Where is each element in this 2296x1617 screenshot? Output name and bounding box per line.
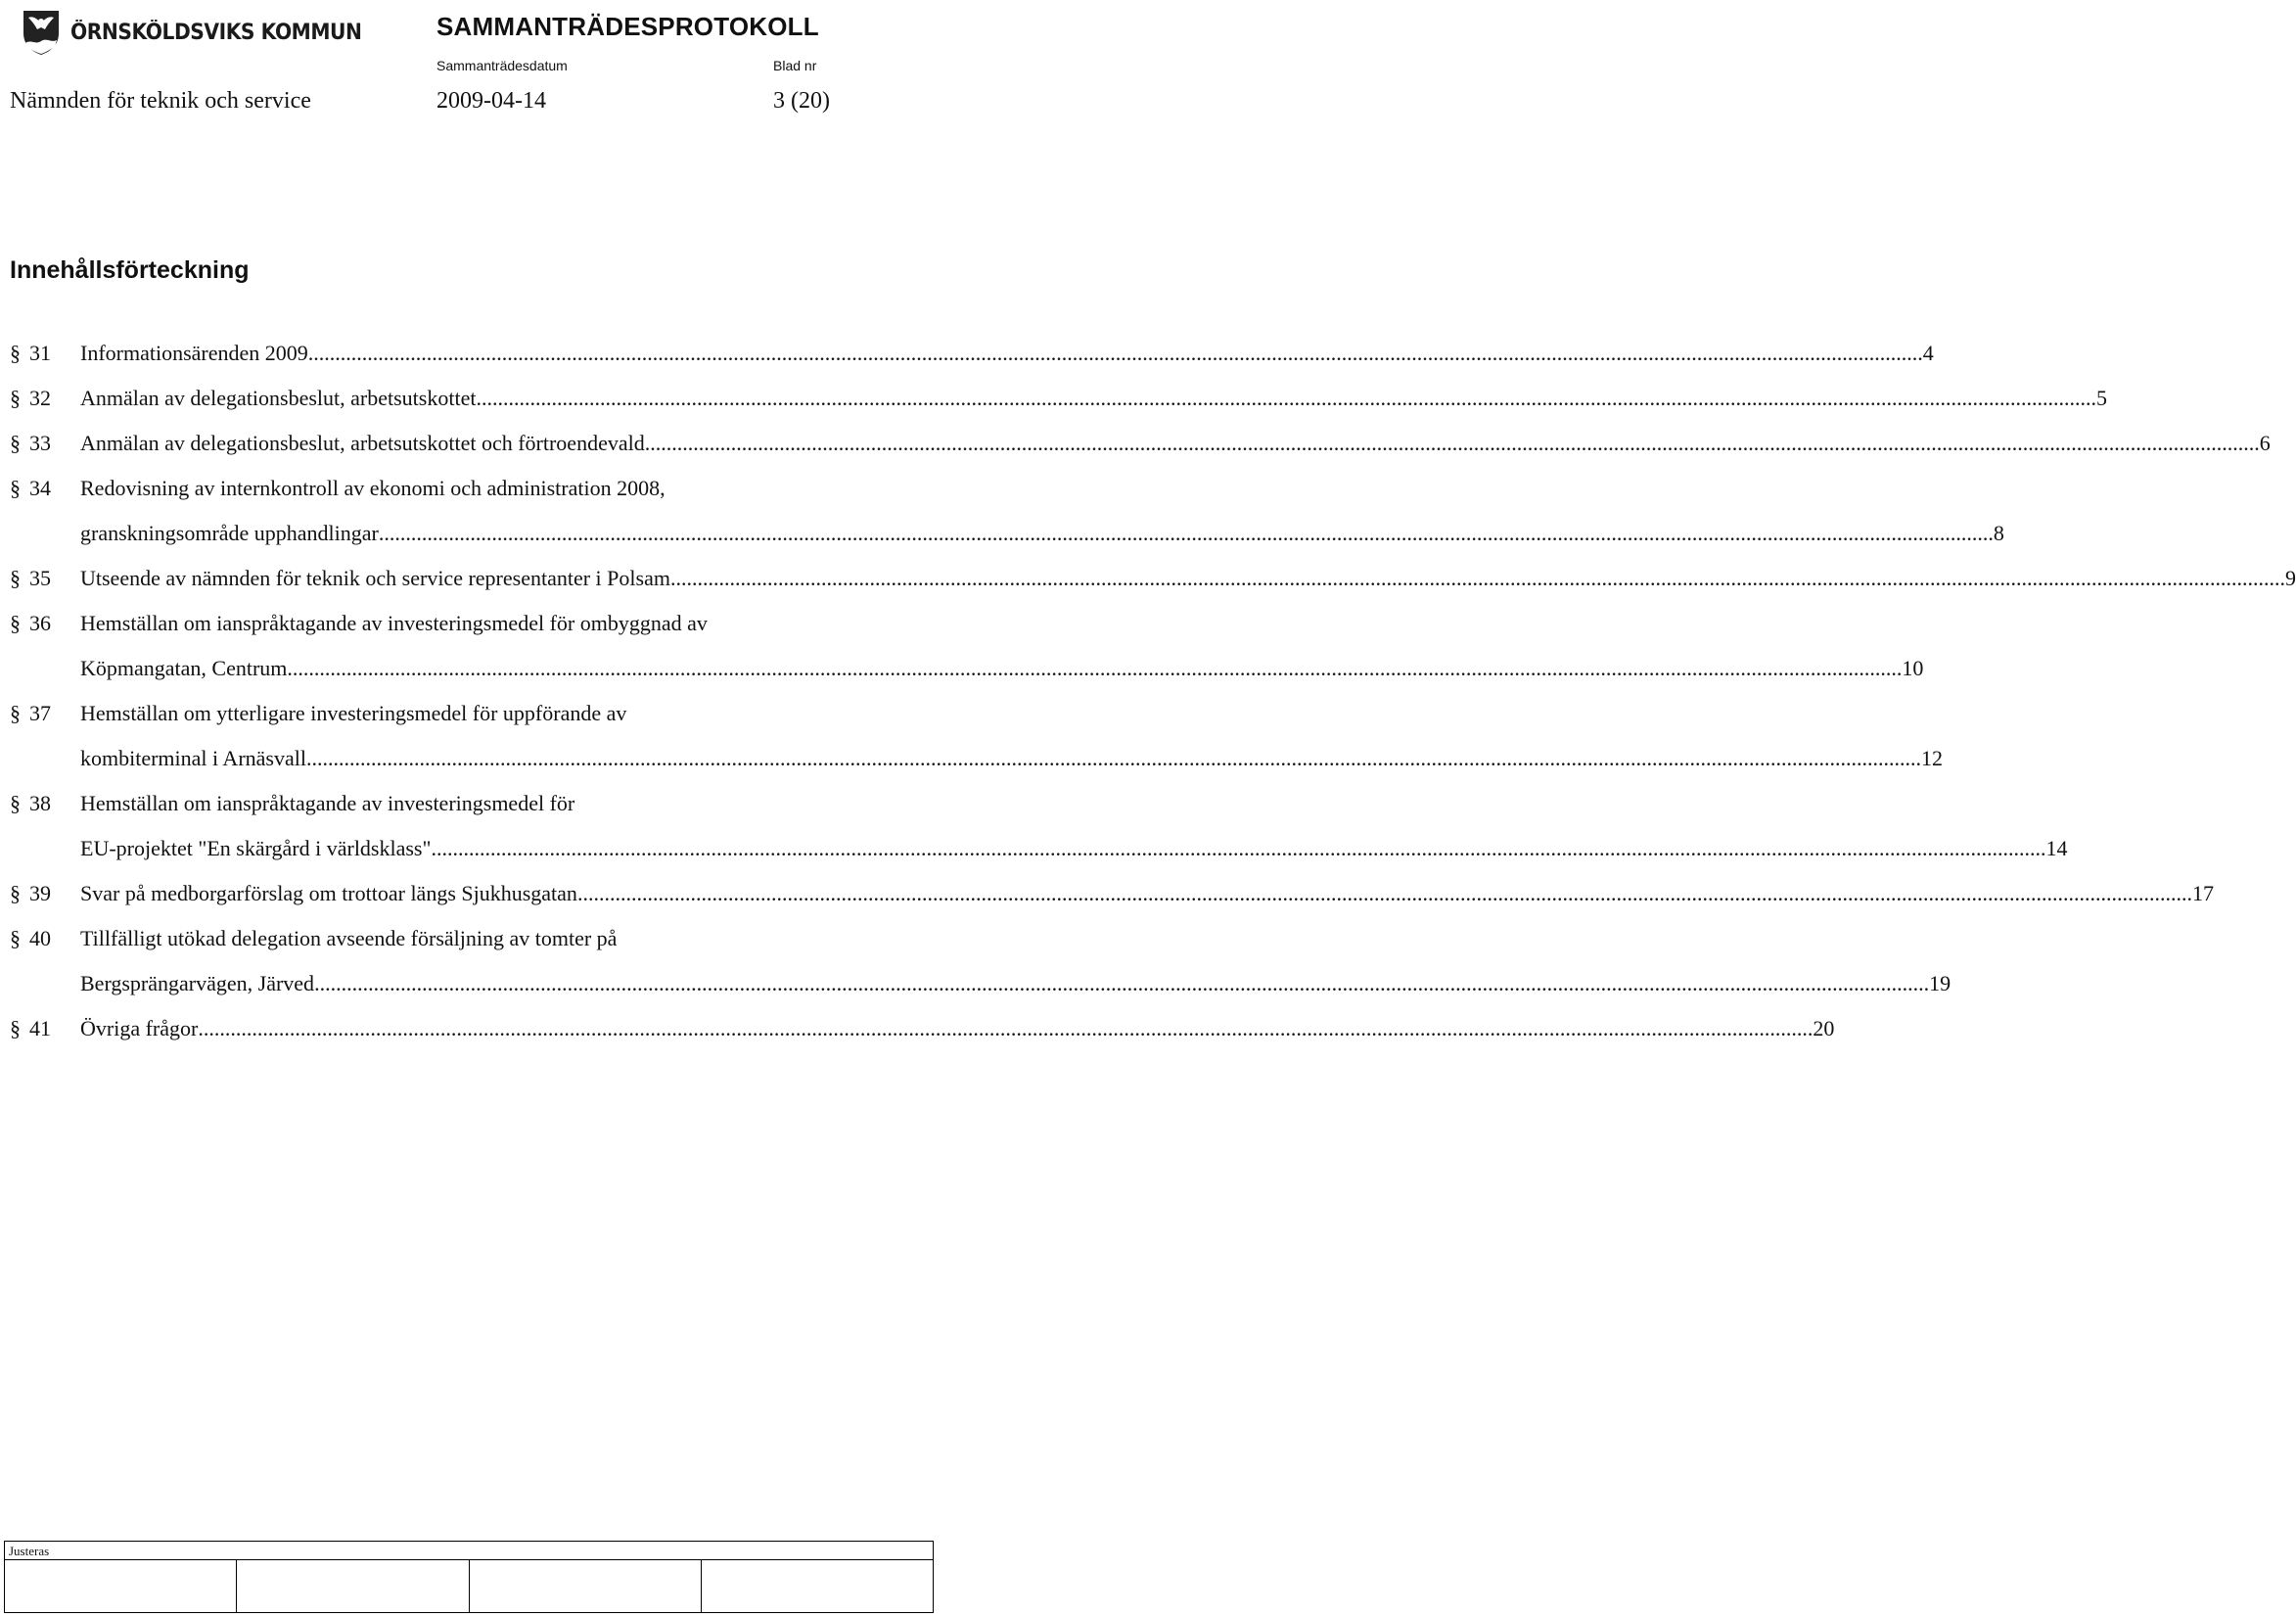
toc-leader-dots: ............................................................................................................................................................................................................................................................................................................ (287, 656, 1903, 680)
organisation-name: ÖRNSKÖLDSVIKS KOMMUN (70, 20, 362, 45)
committee-name: Nämnden för teknik och service (10, 88, 311, 114)
signature-cell (5, 1560, 237, 1612)
toc-leader-line (80, 421, 2271, 466)
toc-entry-title: granskningsområde upphandlingar (80, 521, 379, 545)
toc-entry-page: 17 (2191, 881, 2214, 905)
toc-entry-title: EU-projektet "En skärgård i världsklass" (80, 836, 432, 860)
toc-leader-dots: ............................................................................................................................................................................................................................................................................................................ (378, 521, 1994, 545)
toc-entry (10, 916, 1952, 1006)
signature-cell (237, 1560, 469, 1612)
toc-entry-number: 39 (29, 881, 51, 905)
toc-entry-page: 8 (1993, 521, 2004, 545)
toc-entry-number: 36 (29, 611, 51, 635)
toc-entry (10, 871, 2214, 916)
toc-entry-page: 9 (2284, 566, 2296, 590)
toc-entry (10, 601, 1924, 691)
toc-entry-number: 35 (29, 566, 51, 590)
toc-entry-line (10, 1006, 1835, 1051)
toc-entry-line (10, 421, 2271, 466)
toc-entry-number: 38 (29, 791, 51, 815)
toc-entry-title: Informationsärenden 2009 (80, 341, 308, 365)
toc-leader-line (80, 646, 1924, 691)
toc-entry (10, 781, 2068, 871)
toc-entry (10, 1006, 1835, 1051)
toc-entry-line (10, 781, 918, 826)
toc-entry-line (10, 871, 2214, 916)
section-sign: § (10, 611, 21, 635)
toc-leader-line (80, 511, 2004, 556)
section-sign: § (10, 791, 21, 815)
toc-entry-line (10, 736, 1943, 781)
toc-leader-dots: ............................................................................................................................................................................................................................................................................................................ (644, 431, 2260, 455)
toc-entry-line (10, 376, 2107, 421)
toc-entry-line (10, 511, 2004, 556)
toc-leader-line (80, 826, 2068, 871)
toc-entry-line (10, 601, 918, 646)
toc-entry-line (10, 961, 1952, 1006)
toc-entry-title: Hemställan om ytterligare investeringsmedel för uppförande av (80, 701, 627, 725)
toc-leader-dots: ............................................................................................................................................................................................................................................................................................................ (314, 971, 1930, 995)
toc-entry-number: 32 (29, 386, 51, 410)
toc-entry-number: 31 (29, 341, 51, 365)
meeting-date-label: Sammanträdesdatum (436, 58, 568, 73)
toc-leader-dots: ............................................................................................................................................................................................................................................................................................................ (198, 1016, 1814, 1040)
meeting-date: 2009-04-14 (436, 88, 546, 114)
signature-label: Justeras (9, 1544, 50, 1558)
toc-leader-line (80, 961, 1952, 1006)
toc-entry-page: 19 (1929, 971, 1952, 995)
section-sign: § (10, 926, 21, 950)
toc-entry-number: 33 (29, 431, 51, 455)
toc-leader-line (80, 871, 2214, 916)
toc-entry-number: 40 (29, 926, 51, 950)
toc-entry-page: 5 (2095, 386, 2107, 410)
toc-leader-dots: ............................................................................................................................................................................................................................................................................................................ (431, 836, 2046, 860)
toc-entry (10, 466, 2004, 556)
signature-row (5, 1559, 933, 1612)
toc-entry-title: Hemställan om ianspråktagande av investeringsmedel för ombyggnad av (80, 611, 708, 635)
municipal-crest-icon (20, 8, 63, 57)
toc-entry-number: 34 (29, 476, 51, 500)
page-number: 3 (20) (773, 88, 830, 114)
toc-entry-line (10, 826, 2068, 871)
toc-entry-line (10, 916, 918, 961)
toc-entry-page: 14 (2045, 836, 2068, 860)
signature-cell (702, 1560, 933, 1612)
toc-entry-title: Anmälan av delegationsbeslut, arbetsutskottet och förtroendevald (80, 431, 645, 455)
toc-leader-line (80, 376, 2107, 421)
toc-entry-title: Hemställan om ianspråktagande av investeringsmedel för (80, 791, 575, 815)
toc-entry-page: 6 (2259, 431, 2271, 455)
toc-entry-page: 4 (1922, 341, 1934, 365)
signature-cell (470, 1560, 702, 1612)
toc-entry (10, 376, 2107, 421)
toc-entry (10, 421, 2271, 466)
section-sign: § (10, 701, 21, 725)
municipality-logo (20, 8, 387, 57)
toc-entry-title: Svar på medborgarförslag om trottoar längs Sjukhusgatan (80, 881, 577, 905)
toc-entry (10, 331, 1934, 376)
section-sign: § (10, 341, 21, 365)
toc-entry (10, 556, 2296, 601)
toc-entry-title: Övriga frågor (80, 1016, 199, 1040)
toc-entry (10, 691, 1943, 781)
toc-leader-dots: ............................................................................................................................................................................................................................................................................................................ (305, 746, 1921, 770)
page-number-label: Blad nr (773, 58, 817, 73)
toc-entry-line (10, 556, 2296, 601)
document-type-title: SAMMANTRÄDESPROTOKOLL (436, 12, 819, 41)
toc-heading: Innehållsförteckning (10, 256, 250, 284)
section-sign: § (10, 1016, 21, 1040)
table-of-contents (10, 331, 2296, 1051)
section-sign: § (10, 386, 21, 410)
toc-leader-dots: ............................................................................................................................................................................................................................................................................................................ (576, 881, 2192, 905)
toc-entry-title: Utseende av nämnden för teknik och service representanter i Polsam (80, 566, 670, 590)
toc-leader-line (80, 736, 1943, 781)
toc-leader-line (80, 331, 1934, 376)
toc-entry-page: 20 (1813, 1016, 1835, 1040)
toc-entry-title: Redovisning av internkontroll av ekonomi och administration 2008, (80, 476, 666, 500)
toc-entry-page: 10 (1902, 656, 1924, 680)
toc-leader-dots: ............................................................................................................................................................................................................................................................................................................ (669, 566, 2285, 590)
toc-leader-line (80, 556, 2296, 601)
toc-leader-dots: ............................................................................................................................................................................................................................................................................................................ (481, 386, 2096, 410)
section-sign: § (10, 881, 21, 905)
section-sign: § (10, 476, 21, 500)
section-sign: § (10, 431, 21, 455)
toc-entry-number: 41 (29, 1016, 51, 1040)
toc-entry-title: Bergsprängarvägen, Järved (80, 971, 315, 995)
toc-entry-title: Tillfälligt utökad delegation avseende försäljning av tomter på (80, 926, 618, 950)
toc-entry-line (10, 331, 1934, 376)
toc-entry-title: Köpmangatan, Centrum (80, 656, 288, 680)
toc-leader-line (80, 1006, 1835, 1051)
toc-entry-title: Anmälan av delegationsbeslut, arbetsutskottet. (80, 386, 482, 410)
toc-entry-number: 37 (29, 701, 51, 725)
toc-leader-dots: ............................................................................................................................................................................................................................................................................................................ (307, 341, 1923, 365)
toc-entry-line (10, 691, 918, 736)
toc-entry-line (10, 646, 1924, 691)
toc-entry-page: 12 (1920, 746, 1943, 770)
toc-entry-title: kombiterminal i Arnäsvall (80, 746, 306, 770)
section-sign: § (10, 566, 21, 590)
toc-entry-line (10, 466, 918, 511)
signature-table (4, 1541, 934, 1613)
